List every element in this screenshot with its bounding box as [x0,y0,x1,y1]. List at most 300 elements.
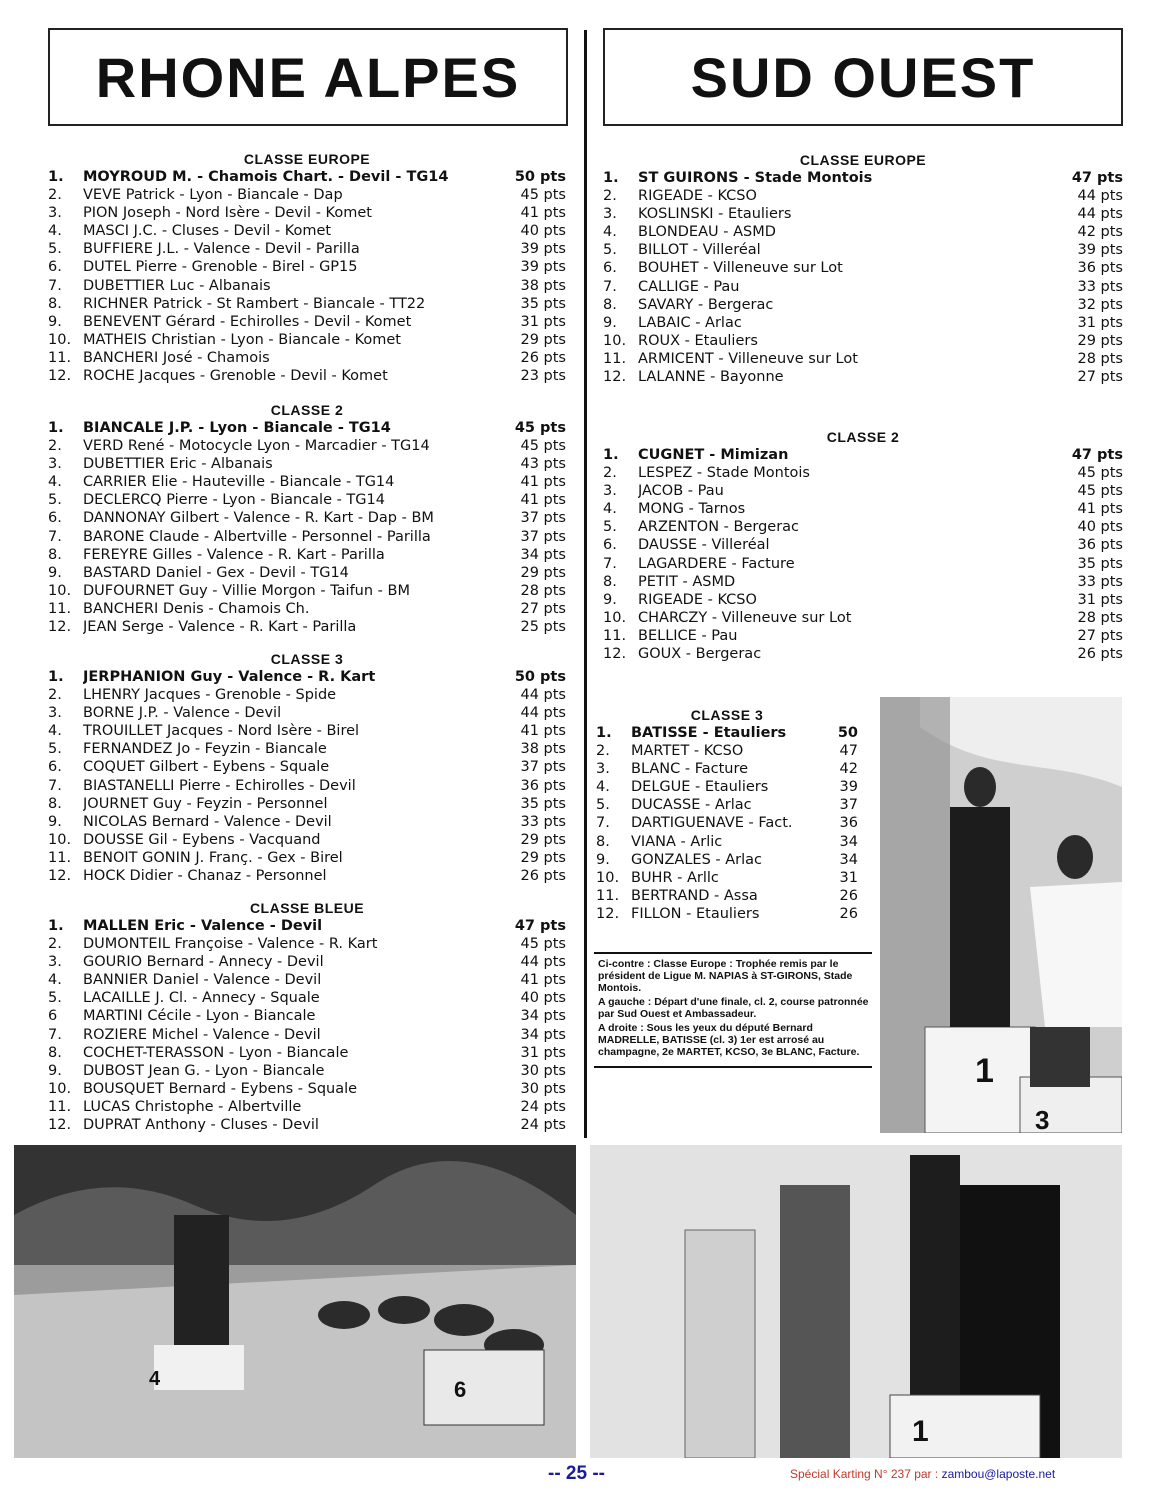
ranking-row [48,186,566,204]
ranking-rank: 1. [603,447,619,463]
ranking-points: 34 pts [520,1008,566,1025]
ranking-entry: KOSLINSKI - Etauliers [638,206,792,223]
ranking-points: 27 pts [1077,627,1123,644]
ranking-rank: 3. [48,205,62,222]
ranking-row [48,953,566,971]
ranking-row [603,241,1123,259]
ranking-rank: 7. [603,555,617,572]
ranking-rank: 11. [596,887,620,904]
ranking-points: 28 pts [1077,609,1123,626]
ranking-row [603,350,1123,368]
ranking-row [48,1026,566,1044]
ranking-row [48,849,566,867]
ranking-row [603,591,1123,609]
ranking-points: 41 pts [520,492,566,509]
ranking-entry: MASCI J.C. - Cluses - Devil - Komet [83,223,332,240]
ranking-row [48,313,566,331]
ranking-rank: 12. [596,905,620,922]
ranking-row [603,536,1123,554]
ranking-points: 29 pts [1077,332,1123,349]
ranking-rank: 10. [596,869,620,886]
ranking-rank: 7. [596,815,610,832]
ranking-rank: 12. [48,868,72,885]
caption-europe: Ci-contre : Classe Europe : Trophée remis par le président de Ligue M. NAPIAS à ST-GIRONS, Stade Montois. [598,958,853,994]
ranking-row [48,528,566,546]
ranking-entry: DUBETTIER Eric - Albanais [83,456,273,473]
ranking-points: 38 pts [520,741,566,758]
ranking-entry: LACAILLE J. Cl. - Annecy - Squale [83,990,320,1007]
ranking-entry: JEAN Serge - Valence - R. Kart - Parilla [83,619,357,636]
rhone-classe-3 [48,651,566,885]
ranking-points: 23 pts [520,368,566,385]
ranking-rank: 7. [48,1026,62,1043]
ranking-points: 47 [839,743,858,760]
ranking-entry: BILLOT - Villeréal [638,242,761,259]
ranking-rank: 8. [48,1044,62,1061]
ranking-entry: COQUET Gilbert - Eybens - Squale [83,759,330,776]
ranking-row [596,742,858,760]
ranking-row [48,1116,566,1134]
ranking-row [596,760,858,778]
ranking-row [596,851,858,869]
ranking-entry: BOUSQUET Bernard - Eybens - Squale [83,1080,358,1097]
ranking-rank: 11. [48,600,72,617]
title-rhone-alpes: RHONE ALPES [48,28,568,126]
ranking-entry: BENOIT GONIN J. Franç. - Gex - Birel [83,849,343,866]
ranking-row [48,618,566,636]
ranking-row [603,464,1123,482]
credit-email[interactable]: zambou@laposte.net [941,1467,1056,1481]
ranking-points: 29 pts [520,831,566,848]
ranking-points: 24 pts [520,1117,566,1134]
rhone-classe-europe [48,151,566,385]
ranking-rank: 12. [48,619,72,636]
ranking-row [603,223,1123,241]
ranking-entry: MOYROUD M. - Chamois Chart. - Devil - TG14 [83,169,449,185]
ranking-points: 26 pts [520,868,566,885]
ranking-points: 32 pts [1077,296,1123,313]
ranking-rank: 5. [603,242,617,259]
ranking-entry: FILLON - Etauliers [631,905,760,922]
ranking-rank: 8. [603,296,617,313]
ranking-row [603,332,1123,350]
ranking-row [603,555,1123,573]
ranking-entry: DUMONTEIL Françoise - Valence - R. Kart [83,936,378,953]
ranking-entry: ARZENTON - Bergerac [638,519,800,536]
ranking-points: 37 pts [520,528,566,545]
ranking-row [596,833,858,851]
ranking-row [48,419,566,437]
ranking-rank: 10. [48,831,72,848]
ranking-entry: PION Joseph - Nord Isère - Devil - Komet [83,205,372,222]
ranking-points: 31 pts [520,1044,566,1061]
ranking-row [48,917,566,935]
ranking-rank: 11. [48,349,72,366]
ranking-rank: 8. [48,795,62,812]
ranking-rank: 4. [48,723,62,740]
ranking-entry: LABAIC - Arlac [638,314,742,331]
ranking-points: 36 pts [520,777,566,794]
ranking-entry: GOURIO Bernard - Annecy - Devil [83,954,324,971]
ranking-entry: BARONE Claude - Albertville - Personnel - Parilla [83,528,431,545]
ranking-points: 31 pts [520,313,566,330]
ranking-row [48,1044,566,1062]
ranking-points: 27 pts [520,600,566,617]
ranking-row [603,446,1123,464]
ranking-entry: ARMICENT - Villeneuve sur Lot [638,350,858,367]
ranking-entry: DANNONAY Gilbert - Valence - R. Kart - Dap - BM [83,510,434,527]
ranking-points: 28 pts [1077,350,1123,367]
ranking-rank: 4. [48,223,62,240]
ranking-rank: 9. [596,851,610,868]
ranking-entry: DAUSSE - Villeréal [638,537,770,554]
ranking-row [48,491,566,509]
ranking-entry: BENEVENT Gérard - Echirolles - Devil - Komet [83,313,412,330]
ranking-rank: 6. [48,510,62,527]
ranking-rank: 3. [48,705,62,722]
ranking-row [603,573,1123,591]
ranking-rank: 4. [48,474,62,491]
ranking-row [48,1062,566,1080]
ranking-entry: HOCK Didier - Chanaz - Personnel [83,868,327,885]
ranking-row [48,795,566,813]
ranking-row [48,546,566,564]
ranking-points: 47 pts [1071,447,1123,463]
ranking-entry: DUBETTIER Luc - Albanais [83,277,271,294]
section-title: CLASSE 2 [826,429,900,445]
ranking-entry: TROUILLET Jacques - Nord Isère - Birel [83,723,360,740]
ranking-points: 34 [839,833,858,850]
ranking-rank: 9. [48,313,62,330]
caption-droite: A droite : Sous les yeux du député Bernard MADRELLE, BATISSE (cl. 3) 1er est arrosé au champagne, 2e MARTET, KCSO, 3e BLANC, Facture. [598,1022,860,1058]
ranking-points: 44 pts [520,705,566,722]
ranking-points: 40 pts [520,990,566,1007]
ranking-points: 41 pts [1077,501,1123,518]
ranking-row [48,295,566,313]
title-sud-ouest: SUD OUEST [603,28,1123,126]
ranking-entry: MARTINI Cécile - Lyon - Biancale [83,1008,316,1025]
ranking-points: 30 pts [520,1062,566,1079]
ranking-row [48,758,566,776]
ranking-points: 29 pts [520,849,566,866]
ranking-rank: 2. [48,936,62,953]
ranking-entry: VERD René - Motocycle Lyon - Marcadier - TG14 [83,438,430,455]
ranking-row [603,296,1123,314]
ranking-points: 41 pts [520,972,566,989]
ranking-rank: 1. [596,725,612,741]
ranking-entry: BUHR - Arllc [631,869,719,886]
ranking-points: 39 [839,779,858,796]
ranking-row [48,989,566,1007]
ranking-entry: CUGNET - Mimizan [638,447,789,463]
ranking-entry: BERTRAND - Assa [631,887,758,904]
ranking-rank: 9. [48,1062,62,1079]
ranking-rank: 5. [48,492,62,509]
section-title: CLASSE BLEUE [249,900,365,916]
ranking-points: 35 pts [520,795,566,812]
ranking-row [48,704,566,722]
ranking-row [596,869,858,887]
ranking-entry: ROCHE Jacques - Grenoble - Devil - Komet [83,368,388,385]
ranking-rank: 12. [48,368,72,385]
ranking-entry: BORNE J.P. - Valence - Devil [83,705,282,722]
column-divider [584,30,587,1138]
ranking-entry: ROZIERE Michel - Valence - Devil [83,1026,321,1043]
section-title: CLASSE 2 [270,402,344,418]
ranking-rank: 7. [48,528,62,545]
ranking-points: 31 pts [1077,591,1123,608]
ranking-points: 34 pts [520,1026,566,1043]
ranking-points: 26 pts [520,349,566,366]
ranking-entry: DELGUE - Etauliers [631,779,769,796]
ranking-rank: 1. [48,918,64,934]
ranking-rank: 11. [48,849,72,866]
ranking-entry: JACOB - Pau [638,483,724,500]
ranking-entry: BIANCALE J.P. - Lyon - Biancale - TG14 [83,420,391,436]
ranking-rank: 9. [48,564,62,581]
section-title: CLASSE EUROPE [799,152,927,168]
kart-race-photo [14,1145,576,1458]
ranking-entry: BATISSE - Etauliers [631,725,787,741]
ranking-points: 37 pts [520,510,566,527]
ranking-rank: 7. [603,278,617,295]
ranking-points: 41 pts [520,723,566,740]
ranking-rank: 11. [48,1098,72,1115]
ranking-points: 40 pts [1077,519,1123,536]
ranking-entry: BOUHET - Villeneuve sur Lot [638,260,843,277]
ranking-row [48,722,566,740]
ranking-row [48,168,566,186]
ranking-rank: 6. [48,759,62,776]
ranking-rank: 7. [48,777,62,794]
ranking-row [603,368,1123,386]
ranking-row [48,740,566,758]
ranking-entry: VEVE Patrick - Lyon - Biancale - Dap [83,187,343,204]
ranking-entry: LHENRY Jacques - Grenoble - Spide [83,687,337,704]
ranking-rank: 5. [48,241,62,258]
ranking-entry: BASTARD Daniel - Gex - Devil - TG14 [83,564,349,581]
ranking-rank: 6 [48,1008,58,1025]
ranking-entry: DUTEL Pierre - Grenoble - Birel - GP15 [83,259,358,276]
ranking-rank: 6. [603,537,617,554]
ranking-row [48,331,566,349]
ranking-rank: 2. [48,438,62,455]
ranking-row [48,1007,566,1025]
ranking-points: 50 [837,725,858,741]
ranking-rank: 5. [603,519,617,536]
ranking-row [603,314,1123,332]
ranking-rank: 1. [48,669,64,685]
kart-number-6: 6 [454,1377,467,1402]
ranking-points: 50 pts [514,669,566,685]
ranking-entry: JERPHANION Guy - Valence - R. Kart [83,669,376,685]
ranking-rank: 2. [48,687,62,704]
kart-number-4: 4 [149,1368,161,1390]
ranking-row [48,564,566,582]
ranking-points: 41 pts [520,205,566,222]
ranking-entry: BANCHERI Denis - Chamois Ch. [83,600,310,617]
ranking-row [48,473,566,491]
ranking-rank: 6. [48,259,62,276]
credit-text: Spécial Karting N° 237 par : [790,1467,939,1481]
ranking-row [603,205,1123,223]
ranking-points: 34 [839,851,858,868]
ranking-entry: VIANA - Arlic [631,833,723,850]
ranking-row [48,668,566,686]
ranking-points: 31 [839,869,858,886]
ranking-rank: 12. [48,1117,72,1134]
ranking-points: 30 pts [520,1080,566,1097]
ranking-entry: BANCHERI José - Chamois [83,349,270,366]
caption-gauche: A gauche : Départ d'une finale, cl. 2, course patronnée par Sud Ouest et Ambassadeur. [598,996,869,1020]
ranking-entry: RIGEADE - KCSO [638,591,757,608]
ranking-points: 31 pts [1077,314,1123,331]
ranking-points: 47 pts [1071,170,1123,186]
ranking-rank: 4. [603,224,617,241]
ranking-points: 26 [839,887,858,904]
ranking-points: 45 pts [520,438,566,455]
ranking-entry: LALANNE - Bayonne [638,369,784,386]
ranking-rank: 8. [596,833,610,850]
ranking-entry: LUCAS Christophe - Albertville [83,1098,302,1115]
ranking-points: 28 pts [520,582,566,599]
ranking-row [596,905,858,923]
podium-bottom-number-1: 1 [912,1415,929,1448]
ranking-points: 35 pts [520,295,566,312]
ranking-points: 42 [839,761,858,778]
ranking-points: 39 pts [1077,242,1123,259]
ranking-rank: 10. [48,1080,72,1097]
ranking-rank: 8. [603,573,617,590]
ranking-entry: BIASTANELLI Pierre - Echirolles - Devil [83,777,356,794]
ranking-entry: SAVARY - Bergerac [638,296,774,313]
ranking-points: 29 pts [520,564,566,581]
ranking-rank: 2. [603,465,617,482]
section-title: CLASSE EUROPE [243,151,371,167]
ranking-entry: FEREYRE Gilles - Valence - R. Kart - Parilla [83,546,385,563]
ranking-points: 36 pts [1077,260,1123,277]
ranking-rank: 9. [48,813,62,830]
ranking-points: 37 [839,797,858,814]
ranking-row [48,1080,566,1098]
ranking-row [48,277,566,295]
ranking-points: 50 pts [514,169,566,185]
page-number: -- 25 -- [548,1463,605,1484]
ranking-entry: DARTIGUENAVE - Fact. [631,815,793,832]
ranking-points: 45 pts [1077,465,1123,482]
ranking-row [48,686,566,704]
ranking-rank: 11. [603,350,627,367]
ranking-row [48,777,566,795]
ranking-rank: 10. [48,331,72,348]
ranking-rank: 2. [603,188,617,205]
podium-number-1: 1 [975,1052,994,1090]
ranking-row [603,259,1123,277]
ranking-rank: 12. [603,369,627,386]
ranking-rank: 9. [603,591,617,608]
ranking-points: 26 pts [1077,646,1123,663]
ranking-row [603,500,1123,518]
ranking-rank: 11. [603,627,627,644]
ranking-rank: 6. [603,260,617,277]
ranking-points: 42 pts [1077,224,1123,241]
ranking-rank: 1. [48,169,64,185]
ranking-row [48,867,566,885]
photo-caption [594,952,872,1068]
ranking-points: 44 pts [1077,188,1123,205]
ranking-entry: NICOLAS Bernard - Valence - Devil [83,813,332,830]
ranking-points: 39 pts [520,241,566,258]
sud-classe-2 [603,429,1123,663]
ranking-points: 45 pts [520,936,566,953]
ranking-row [48,204,566,222]
ranking-rank: 3. [48,954,62,971]
ranking-row [48,600,566,618]
ranking-row [603,609,1123,627]
ranking-rank: 4. [596,779,610,796]
ranking-entry: PETIT - ASMD [638,573,736,590]
ranking-row [596,724,858,742]
ranking-points: 37 pts [520,759,566,776]
ranking-row [596,814,858,832]
ranking-points: 33 pts [1077,278,1123,295]
ranking-row [48,971,566,989]
ranking-row [603,627,1123,645]
ranking-entry: ST GUIRONS - Stade Montois [638,170,873,186]
ranking-rank: 10. [603,609,627,626]
ranking-rank: 5. [48,741,62,758]
ranking-points: 38 pts [520,277,566,294]
ranking-rank: 3. [48,456,62,473]
ranking-points: 39 pts [520,259,566,276]
ranking-points: 36 pts [1077,537,1123,554]
ranking-row [48,1098,566,1116]
rhone-classe-bleue [48,900,566,1134]
ranking-row [596,887,858,905]
ranking-entry: RIGEADE - KCSO [638,188,757,205]
ranking-entry: FERNANDEZ Jo - Feyzin - Biancale [83,741,327,758]
ranking-row [596,796,858,814]
ranking-points: 43 pts [520,456,566,473]
ranking-row [48,831,566,849]
ranking-points: 45 pts [520,187,566,204]
ranking-entry: LESPEZ - Stade Montois [638,465,810,482]
ranking-rank: 3. [603,206,617,223]
ranking-entry: BLANC - Facture [631,761,749,778]
ranking-row [603,518,1123,536]
podium-number-3: 3 [1035,1105,1050,1133]
ranking-entry: DECLERCQ Pierre - Lyon - Biancale - TG14 [83,492,385,509]
ranking-rank: 4. [603,501,617,518]
ranking-points: 27 pts [1077,369,1123,386]
ranking-rank: 2. [596,743,610,760]
ranking-points: 44 pts [1077,206,1123,223]
ranking-entry: BANNIER Daniel - Valence - Devil [83,972,322,989]
ranking-row [48,367,566,385]
ranking-points: 41 pts [520,474,566,491]
ranking-entry: JOURNET Guy - Feyzin - Personnel [83,795,328,812]
ranking-points: 45 pts [1077,483,1123,500]
ranking-rank: 8. [48,295,62,312]
ranking-row [596,778,858,796]
ranking-entry: BLONDEAU - ASMD [638,224,776,241]
ranking-entry: MARTET - KCSO [631,743,744,760]
ranking-rank: 3. [596,761,610,778]
ranking-entry: MALLEN Eric - Valence - Devil [83,918,323,934]
champagne-podium-photo [590,1145,1122,1458]
ranking-row [603,169,1123,187]
ranking-rank: 10. [48,582,72,599]
